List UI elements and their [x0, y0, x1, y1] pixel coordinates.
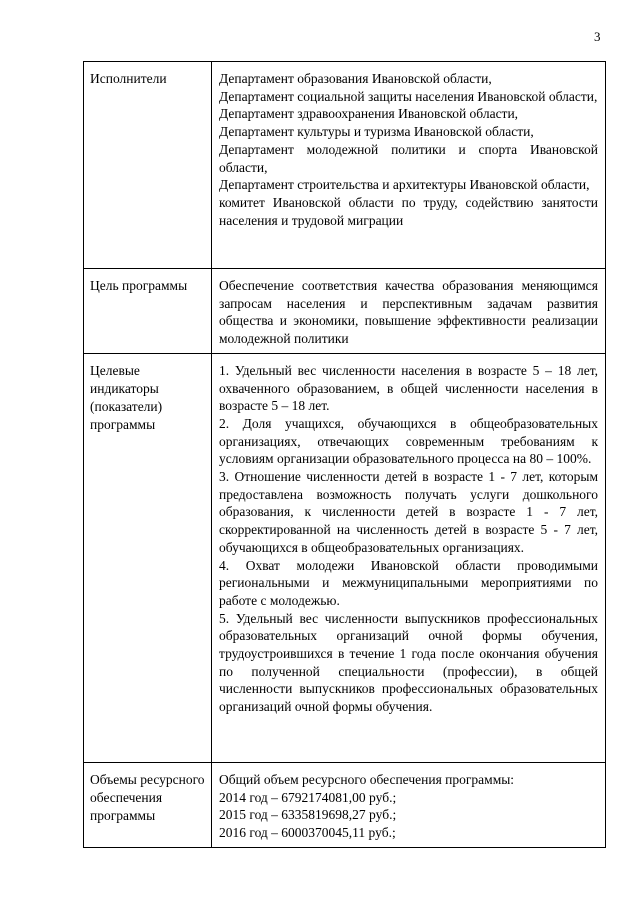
indicator-item: 4. Охват молодежи Ивановской области проводимыми региональными и межмуниципальными мероприятиями по работе с молодежью.	[219, 557, 598, 608]
row-label-indicators: Целевые индикаторы (показатели) программы	[90, 362, 163, 432]
row-label-resources: Объемы ресурсного обеспечения программы	[90, 771, 205, 823]
indicator-item: 1. Удельный вес численности населения в возрасте 5 – 18 лет, охваченного образованием, в общей численности населения в возрасте 5 – 18 лет.	[219, 362, 598, 414]
row-label-cell	[84, 62, 212, 269]
indicator-item: 3. Отношение численности детей в возрасте 1 - 7 лет, которым предоставлена возможность получать услуги дошкольного образования, к численности детей в возрасте 1 - 7 лет, скорректированной на численность детей в возрасте 5 - 7 лет, обучающихся в общеобразовательных организациях.	[219, 469, 598, 555]
page-number: 3	[594, 29, 601, 44]
table-row-executors	[84, 62, 606, 269]
executor-item: Департамент культуры и туризма Ивановской области,	[219, 124, 534, 140]
row-label-executors: Исполнители	[90, 71, 167, 86]
row-content-cell	[212, 269, 606, 354]
executor-item: Департамент социальной защиты населения Ивановской области,	[219, 88, 598, 104]
executor-item: комитет Ивановской области по труду, содействию занятости населения и трудовой миграции	[219, 194, 598, 228]
indicator-item: 2. Доля учащихся, обучающихся в общеобразовательных организациях, отвечающих современным требованиям к условиям организации образовательного процесса на 80 – 100%.	[219, 415, 598, 467]
row-label-cell	[84, 762, 212, 847]
goal-text: Обеспечение соответствия качества образования меняющимся запросам населения и перспективным задачам развития общества и экономики, повышение эффективности реализации молодежной политики	[219, 278, 598, 347]
indicator-item: 5. Удельный вес численности выпускников профессиональных образовательных организаций очной формы обучения, трудоустроившихся в течение 1 года после окончания обучения по полученной специальности (профессии), в общей численности выпускников профессиональных образовательных организаций очной формы обучения.	[219, 610, 598, 715]
row-content-cell	[212, 353, 606, 762]
executor-item: Департамент здравоохранения Ивановской области,	[219, 106, 519, 122]
resource-line: 2016 год – 6000370045,11 руб.;	[219, 824, 396, 840]
row-content-cell	[212, 762, 606, 847]
resource-line: 2014 год – 6792174081,00 руб.;	[219, 789, 397, 805]
executor-item: Департамент образования Ивановской области,	[219, 71, 492, 86]
row-label-cell	[84, 353, 212, 762]
row-label-cell	[84, 269, 212, 354]
table-row-resources	[84, 762, 606, 847]
executor-item: Департамент молодежной политики и спорта Ивановской области,	[219, 141, 598, 175]
table-row-goal	[84, 269, 606, 354]
table-row-indicators	[84, 353, 606, 762]
resource-line: 2015 год – 6335819698,27 руб.;	[219, 807, 397, 823]
row-content-cell	[212, 62, 606, 269]
program-passport-table	[83, 61, 606, 848]
executor-item: Департамент строительства и архитектуры Ивановской области,	[219, 177, 590, 193]
row-label-goal: Цель программы	[90, 278, 188, 293]
resource-line: Общий объем ресурсного обеспечения программы:	[219, 771, 515, 787]
